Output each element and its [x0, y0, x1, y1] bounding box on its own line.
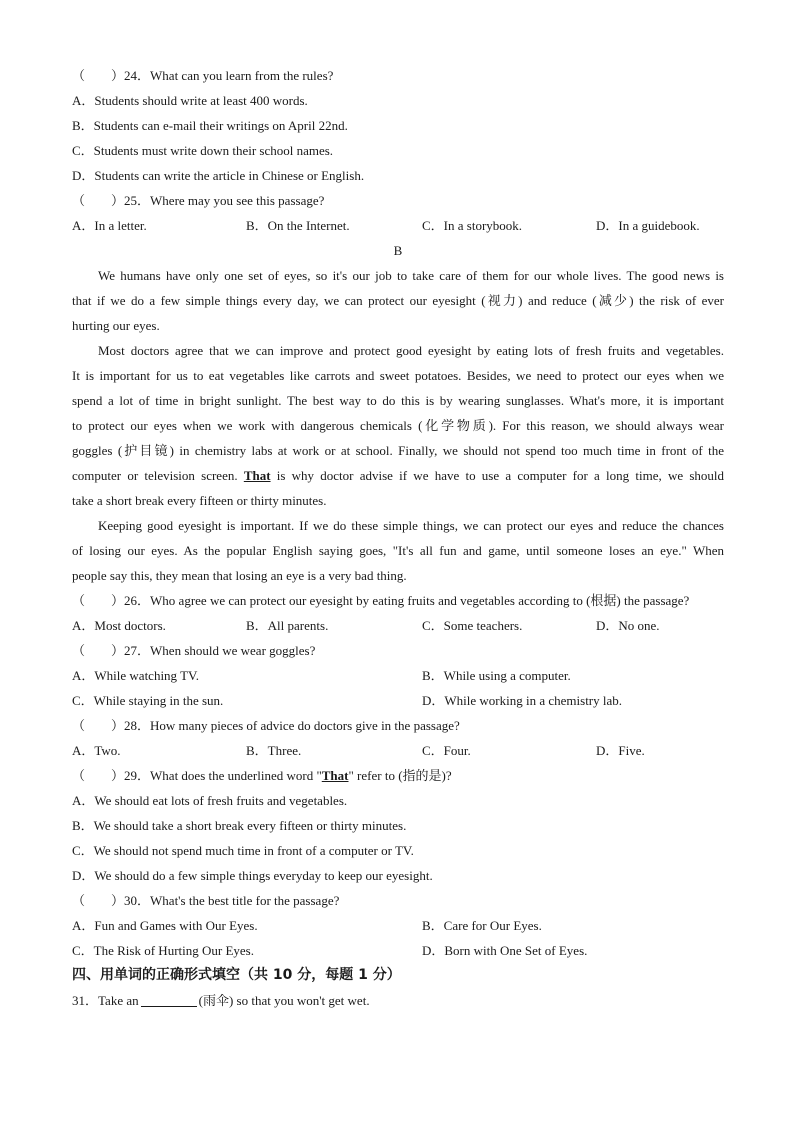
option-b	[72, 113, 724, 138]
question-stem: Take an	[98, 993, 139, 1008]
underlined-word: That	[321, 768, 349, 783]
passage-line: people say this, they mean that losing an eye is a very bad thing.	[72, 568, 407, 583]
question-stem: Who agree we can protect our eyesight by eating fruits and vegetables according to (根据) the passage?	[150, 593, 690, 608]
option-label: A．	[72, 93, 95, 108]
passage-text: is why doctor advise if we have to use a computer for a long time, we should	[270, 468, 724, 483]
question-stem: Where may you see this passage?	[150, 193, 325, 208]
question-28	[72, 713, 724, 738]
answer-paren: （ ）	[72, 768, 125, 783]
question-stem: What does the underlined word "	[150, 768, 322, 783]
question-number: 27．	[124, 643, 151, 658]
option-text: Students can write the article in Chinese or English.	[94, 168, 365, 183]
passage-line: hurting our eyes.	[72, 318, 160, 333]
passage-line: take a short break every fifteen or thirty minutes.	[72, 493, 327, 508]
passage-line: to protect our eyes when we work with dangerous chemicals (化学物质). For this reason, we should always wear	[72, 418, 724, 433]
option-a: A．In a letter.	[72, 218, 147, 233]
option-d: D．In a guidebook.	[596, 218, 700, 233]
option-a: A．Fun and Games with Our Eyes.	[72, 918, 258, 933]
question-stem: How many pieces of advice do doctors give in the passage?	[150, 718, 460, 733]
question-30	[72, 888, 724, 913]
answer-paren: （ ）	[72, 193, 125, 208]
option-d: D．While working in a chemistry lab.	[422, 693, 623, 708]
question-31	[72, 988, 724, 1013]
question-27	[72, 638, 724, 663]
option-a	[72, 88, 724, 113]
question-number: 25．	[124, 193, 151, 208]
option-label: C．	[72, 143, 94, 158]
options-row	[72, 913, 724, 938]
question-25	[72, 188, 724, 213]
answer-paren: （ ）	[72, 643, 125, 658]
question-stem: When should we wear goggles?	[150, 643, 316, 658]
question-number: 29．	[124, 768, 151, 783]
option-a: A．While watching TV.	[72, 668, 199, 683]
answer-blank[interactable]	[141, 993, 197, 1007]
passage-line	[72, 463, 724, 488]
options-row	[72, 613, 724, 638]
option-d: D．No one.	[596, 618, 660, 633]
option-c: C．Four.	[422, 743, 471, 758]
option-c: C．We should not spend much time in front of a computer or TV.	[72, 843, 414, 858]
answer-paren: （ ）	[72, 68, 125, 83]
option-a: A．Most doctors.	[72, 618, 166, 633]
option-d: D．Born with One Set of Eyes.	[422, 943, 588, 958]
passage-line: It is important for us to eat vegetables like carrots and sweet potatoes. Besides, we need to protect our eyes when we	[72, 368, 724, 383]
answer-paren: （ ）	[72, 893, 125, 908]
option-b: B．While using a computer.	[422, 668, 571, 683]
option-b: B．Three.	[246, 743, 302, 758]
passage-line: of losing our eyes. As the popular English saying goes, "It's all fun and game, until someone loses an eye." When	[72, 543, 724, 558]
passage-line: We humans have only one set of eyes, so it's our job to take care of them for our whole lives. The good news is	[98, 268, 724, 283]
option-text: Students must write down their school names.	[93, 143, 334, 158]
section-label: B	[393, 243, 403, 258]
passage-line: spend a lot of time in bright sunlight. The best way to do this is by wearing sunglasses. What's more, it is important	[72, 393, 724, 408]
option-c: C．While staying in the sun.	[72, 693, 224, 708]
option-a: A．Two.	[72, 743, 121, 758]
question-24	[72, 63, 724, 88]
passage-line: that if we do a few simple things every day, we can protect our eyesight (视力) and reduce (减少) the risk of ever	[72, 293, 724, 308]
option-c: C．In a storybook.	[422, 218, 523, 233]
question-stem: What's the best title for the passage?	[150, 893, 340, 908]
options-row	[72, 213, 724, 238]
option-b: B．All parents.	[246, 618, 329, 633]
underlined-word: That	[243, 468, 271, 483]
option-c: C．Some teachers.	[422, 618, 523, 633]
option-text: Students should write at least 400 words.	[94, 93, 308, 108]
passage-line: goggles (护目镜) in chemistry labs at work or at school. Finally, we should not spend too much time in front of the	[72, 443, 724, 458]
section-heading: 四、用单词的正确形式填空（共 10 分，每题 1 分）	[72, 967, 401, 983]
options-row	[72, 663, 724, 688]
option-label: D．	[72, 168, 95, 183]
answer-paren: （ ）	[72, 718, 125, 733]
option-label: B．	[72, 118, 94, 133]
option-d: D．We should do a few simple things everyday to keep our eyesight.	[72, 868, 433, 883]
option-d: D．Five.	[596, 743, 645, 758]
question-number: 30．	[124, 893, 151, 908]
answer-paren: （ ）	[72, 593, 125, 608]
options-row	[72, 738, 724, 763]
option-b: B．Care for Our Eyes.	[422, 918, 542, 933]
question-number: 31．	[72, 993, 99, 1008]
option-d	[72, 163, 724, 188]
question-number: 28．	[124, 718, 151, 733]
option-c	[72, 138, 724, 163]
passage-line: Most doctors agree that we can improve and protect good eyesight by eating lots of fresh fruits and vegetables.	[98, 343, 724, 358]
option-a: A．We should eat lots of fresh fruits and vegetables.	[72, 793, 348, 808]
passage-text: computer or television screen.	[72, 468, 244, 483]
exam-page	[72, 63, 724, 1013]
option-b: B．We should take a short break every fifteen or thirty minutes.	[72, 818, 407, 833]
passage-line: Keeping good eyesight is important. If we do these simple things, we can protect our eyes and reduce the chances	[98, 518, 724, 533]
options-row	[72, 688, 724, 713]
option-b: B．On the Internet.	[246, 218, 350, 233]
question-number: 26．	[124, 593, 151, 608]
question-stem: " refer to (指的是)?	[348, 768, 452, 783]
question-26	[72, 588, 724, 613]
option-c: C．The Risk of Hurting Our Eyes.	[72, 943, 254, 958]
options-row	[72, 938, 724, 963]
question-stem: What can you learn from the rules?	[150, 68, 334, 83]
question-number: 24．	[124, 68, 151, 83]
question-stem: (雨伞) so that you won't get wet.	[198, 993, 370, 1008]
question-29	[72, 763, 724, 788]
option-text: Students can e-mail their writings on April 22nd.	[93, 118, 348, 133]
